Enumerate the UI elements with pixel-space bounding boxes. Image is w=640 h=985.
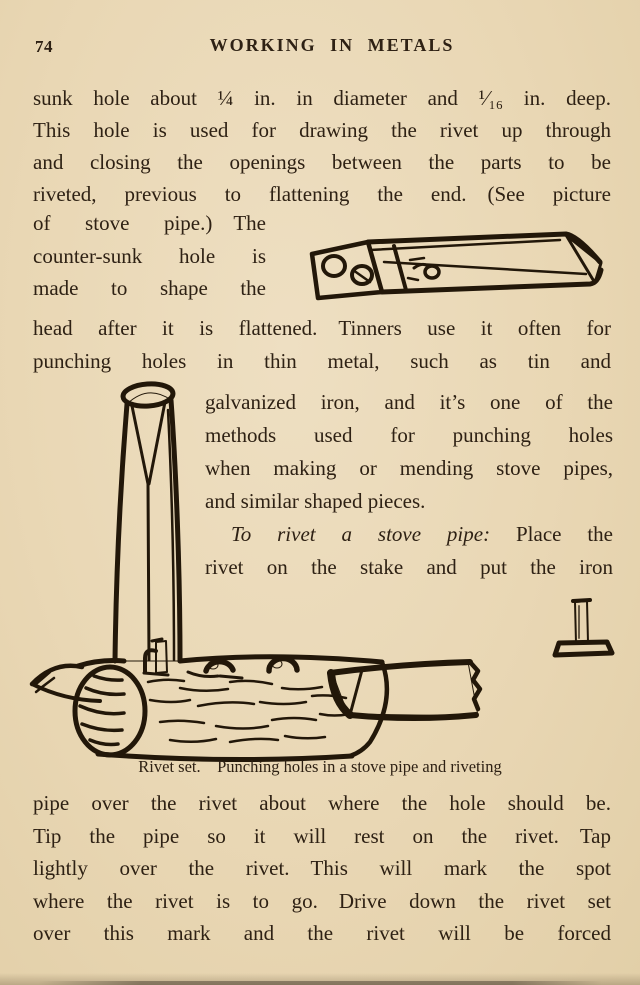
text-line: riveted, previous to flattening the end. (See picture bbox=[33, 182, 611, 206]
text-line: where the rivet is to go. Drive down the rivet set bbox=[33, 888, 611, 913]
sheet-iron-drawing bbox=[330, 662, 480, 718]
text-line: sunk hole about ¼ in. in diameter and ¹⁄₁₆ in. deep. bbox=[33, 86, 611, 110]
text-line: lightly over the rivet. This will mark the spot bbox=[33, 856, 611, 881]
text-line: methods used for punching holes bbox=[205, 423, 613, 447]
narrow-column bbox=[33, 207, 266, 305]
text-line: made to shape the bbox=[33, 276, 266, 300]
text-line: head after it is flattened. Tinners use it often for bbox=[33, 316, 611, 340]
wide-lines bbox=[33, 312, 611, 377]
text-line: punching holes in thin metal, such as tin and bbox=[33, 348, 611, 373]
text-line: pipe over the rivet about where the hole should be. bbox=[33, 791, 611, 815]
rivet-icon bbox=[551, 596, 615, 664]
text-line: when making or mending stove pipes, bbox=[205, 456, 613, 480]
lead-rest: Place the bbox=[515, 522, 613, 546]
text-line: counter-sunk hole is bbox=[33, 243, 266, 268]
stake-scene-drawing bbox=[20, 370, 495, 762]
text-line: rivet on the stake and put the iron bbox=[205, 555, 613, 579]
text-line: of stove pipe.) The bbox=[33, 211, 266, 235]
paragraph-top bbox=[33, 82, 611, 210]
rivet-set-tool-drawing bbox=[298, 228, 620, 312]
text-line: and similar shaped pieces. bbox=[205, 489, 426, 513]
text-line: Tip the pipe so it will rest on the rivet. Tap bbox=[33, 823, 611, 848]
stove-pipe-drawing bbox=[115, 382, 180, 661]
page-number: 74 bbox=[35, 37, 53, 56]
page-edge-line bbox=[0, 981, 640, 985]
text-line: and closing the openings between the parts to be bbox=[33, 150, 611, 174]
rivet-heads-drawing bbox=[206, 658, 297, 671]
figure-caption: Rivet set. Punching holes in a stove pipe and riveting bbox=[138, 757, 502, 776]
text-line: This hole is used for drawing the rivet up through bbox=[33, 118, 611, 142]
running-title: WORKING IN METALS bbox=[209, 35, 455, 55]
paragraph-bottom bbox=[33, 787, 611, 950]
italic-lead: To rivet a stove pipe: bbox=[231, 522, 491, 546]
rivet-set-outline bbox=[312, 234, 601, 298]
text-line: galvanized iron, and it’s one of the bbox=[205, 390, 613, 414]
text-line: over this mark and the rivet will be forced bbox=[33, 921, 611, 946]
